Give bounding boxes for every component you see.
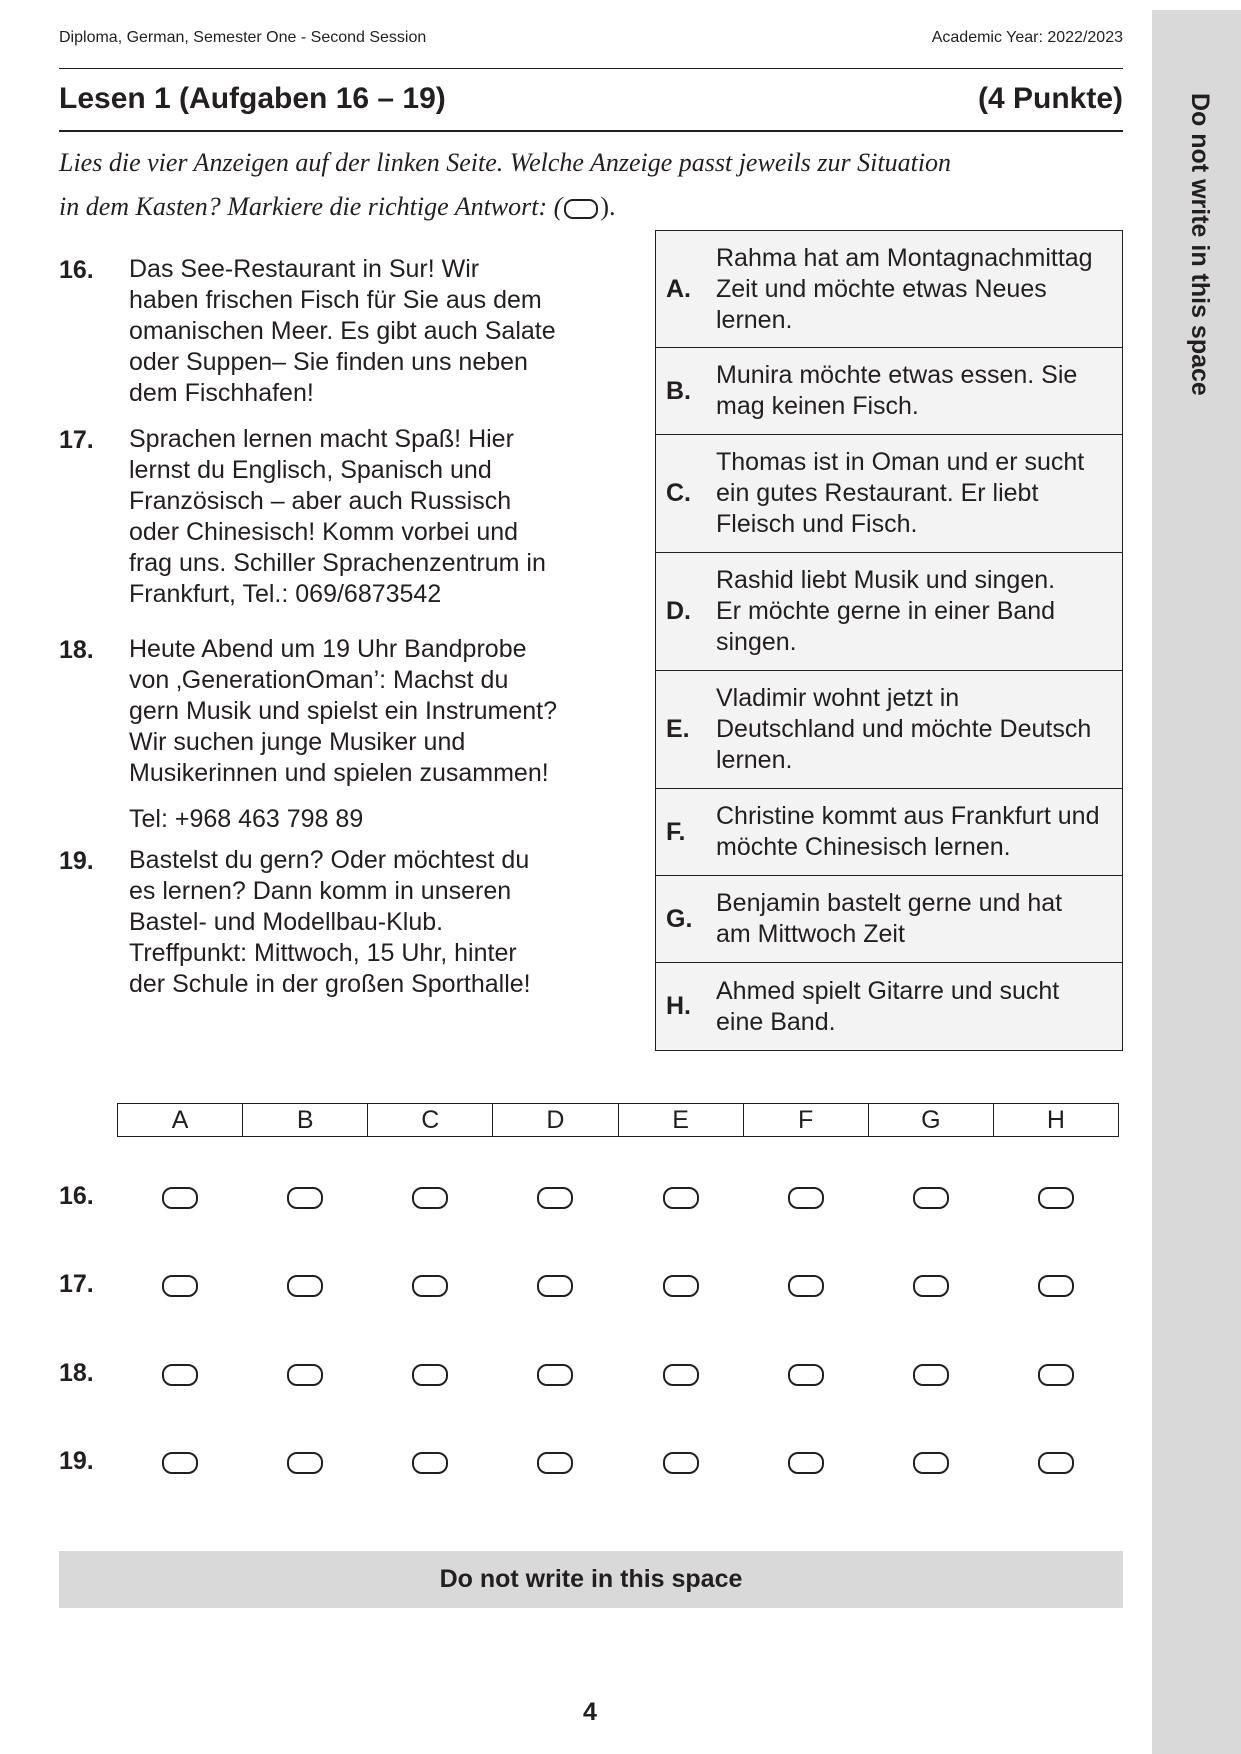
answer-bubble-19-g[interactable]: [913, 1452, 949, 1474]
answer-bubble-16-e[interactable]: [663, 1187, 699, 1209]
no-write-label: Do not write in this space: [439, 1565, 743, 1593]
answer-row-number: 19.: [59, 1447, 94, 1475]
answer-bubbles: [117, 1178, 1119, 1218]
situation-text: Ahmed spielt Gitarre und sucht eine Band.: [716, 976, 1060, 1036]
answer-grid-header: [117, 1103, 1119, 1137]
answer-row-17: [59, 1266, 1119, 1306]
ad-text: Bastelst du gern? Oder möchtest du es lernen? Dann komm in unseren Bastel- und Modellbau-Klub. Treffpunkt: Mittwoch, 15 Uhr, hinter der Schule in der großen Sporthalle!: [129, 846, 531, 998]
answer-bubbles: [117, 1355, 1119, 1395]
answer-bubble-17-f[interactable]: [788, 1275, 824, 1297]
situation-text: Christine kommt aus Frankfurt und möchte Chinesisch lernen.: [716, 802, 1100, 861]
ad-phone: Tel: +968 463 798 89: [129, 805, 364, 833]
answer-bubble-17-e[interactable]: [663, 1275, 699, 1297]
answer-row-number: 17.: [59, 1270, 94, 1298]
answer-row-19: [59, 1443, 1119, 1483]
answer-bubble-17-a[interactable]: [162, 1275, 198, 1297]
section-title: Lesen 1 (Aufgaben 16 – 19): [59, 82, 446, 115]
situation-text: Munira möchte etwas essen. Sie mag keinen Fisch.: [716, 361, 1078, 420]
answer-bubble-19-h[interactable]: [1038, 1452, 1074, 1474]
header-course-info: Diploma, German, Semester One - Second Session: [59, 29, 427, 46]
answer-bubble-17-b[interactable]: [287, 1275, 323, 1297]
ad-text: Heute Abend um 19 Uhr Bandprobe von ‚GenerationOman’: Machst du gern Musik und spielst ein Instrument? Wir suchen junge Musiker und Musikerinnen und spielen zusammen!: [129, 635, 557, 787]
situation-text: Rashid liebt Musik und singen. Er möchte gerne in einer Band singen.: [716, 566, 1056, 656]
instruction-line-1: Lies die vier Anzeigen auf der linken Seite. Welche Anzeige passt jeweils zur Situation: [59, 148, 952, 177]
answer-row-18: [59, 1355, 1119, 1395]
ad-number: 18.: [59, 636, 94, 664]
answer-bubble-17-c[interactable]: [412, 1275, 448, 1297]
situation-row-h: [656, 963, 1122, 1050]
answer-column-b: B: [243, 1104, 368, 1136]
side-margin-label: Do not write in this space: [1186, 93, 1214, 396]
answer-bubble-19-a[interactable]: [162, 1452, 198, 1474]
answer-bubble-18-c[interactable]: [412, 1364, 448, 1386]
situation-letter: B.: [666, 376, 691, 405]
no-write-bar: [59, 1551, 1123, 1608]
section-points: (4 Punkte): [977, 82, 1123, 115]
answer-bubble-16-b[interactable]: [287, 1187, 323, 1209]
situations-table: [655, 230, 1123, 1051]
answer-bubble-16-c[interactable]: [412, 1187, 448, 1209]
ad-19: [59, 845, 599, 1005]
ad-text: Sprachen lernen macht Spaß! Hier lernst du Englisch, Spanisch und Französisch – aber auch Russisch oder Chinesisch! Komm vorbei und frag uns. Schiller Sprachenzentrum in Frankfurt, Tel.: 069/6873542: [129, 425, 546, 608]
answer-bubble-19-c[interactable]: [412, 1452, 448, 1474]
situation-letter: E.: [666, 715, 690, 743]
answer-oval-icon: [564, 199, 598, 219]
answer-bubbles: [117, 1266, 1119, 1306]
instruction-line-2: [59, 192, 1059, 222]
situation-row-c: [656, 435, 1122, 553]
ad-text: Das See-Restaurant in Sur! Wir haben frischen Fisch für Sie aus dem omanischen Meer. Es gibt auch Salate oder Suppen– Sie finden uns neben dem Fischhafen!: [129, 255, 556, 407]
ad-16: [59, 254, 599, 414]
situation-text: Thomas ist in Oman und er sucht ein gutes Restaurant. Er liebt Fleisch und Fisch.: [716, 448, 1085, 538]
answer-bubble-19-b[interactable]: [287, 1452, 323, 1474]
answer-column-g: G: [869, 1104, 994, 1136]
situation-text: Rahma hat am Montagnachmittag Zeit und möchte etwas Neues lernen.: [716, 243, 1093, 334]
answer-bubble-18-d[interactable]: [537, 1364, 573, 1386]
ad-number: 19.: [59, 847, 94, 875]
answer-bubble-18-a[interactable]: [162, 1364, 198, 1386]
answer-bubble-18-e[interactable]: [663, 1364, 699, 1386]
header-academic-year: Academic Year: 2022/2023: [931, 29, 1123, 46]
answer-column-e: E: [619, 1104, 744, 1136]
answer-bubble-16-g[interactable]: [913, 1187, 949, 1209]
ad-17: [59, 424, 599, 614]
answer-bubbles: [117, 1443, 1119, 1483]
answer-column-h: H: [1046, 1106, 1065, 1134]
answer-bubble-19-e[interactable]: [663, 1452, 699, 1474]
answer-column-c: C: [368, 1104, 493, 1136]
answer-row-number: 16.: [59, 1182, 94, 1210]
situation-letter: A.: [666, 274, 691, 303]
situation-row-e: [656, 671, 1122, 789]
instruction-line-2-text: in dem Kasten? Markiere die richtige Antwort: (: [59, 192, 563, 221]
situation-text: Benjamin bastelt gerne und hat am Mittwoch Zeit: [716, 889, 1063, 948]
situation-letter: G.: [666, 904, 693, 933]
ad-number: 17.: [59, 426, 94, 454]
answer-bubble-18-g[interactable]: [913, 1364, 949, 1386]
answer-bubble-18-b[interactable]: [287, 1364, 323, 1386]
answer-bubble-18-f[interactable]: [788, 1364, 824, 1386]
situation-letter: D.: [666, 597, 691, 625]
answer-bubble-17-d[interactable]: [537, 1275, 573, 1297]
situation-letter: F.: [666, 817, 686, 846]
answer-bubble-18-h[interactable]: [1038, 1364, 1074, 1386]
situation-text: Vladimir wohnt jetzt in Deutschland und möchte Deutsch lernen.: [716, 684, 1092, 774]
situation-letter: H.: [666, 992, 691, 1020]
answer-column-d: D: [493, 1104, 618, 1136]
situation-row-d: [656, 553, 1122, 671]
answer-bubble-17-g[interactable]: [913, 1275, 949, 1297]
page-number: 4: [583, 1698, 597, 1726]
answer-bubble-16-h[interactable]: [1038, 1187, 1074, 1209]
answer-bubble-19-d[interactable]: [537, 1452, 573, 1474]
answer-bubble-19-f[interactable]: [788, 1452, 824, 1474]
header-divider: [59, 68, 1123, 69]
answer-bubble-16-f[interactable]: [788, 1187, 824, 1209]
answer-bubble-17-h[interactable]: [1038, 1275, 1074, 1297]
situation-row-g: [656, 876, 1122, 963]
ad-18: [59, 634, 599, 834]
section-divider: [59, 130, 1123, 132]
answer-column-f: F: [744, 1104, 869, 1136]
instruction-line-2-end: ).: [600, 192, 616, 221]
answer-row-16: [59, 1178, 1119, 1218]
answer-row-number: 18.: [59, 1359, 94, 1387]
situation-row-f: [656, 789, 1122, 876]
ad-number: 16.: [59, 256, 94, 284]
side-margin: [1152, 10, 1241, 430]
situation-letter: C.: [666, 479, 691, 507]
answer-bubble-16-a[interactable]: [162, 1187, 198, 1209]
answer-column-a: A: [118, 1104, 243, 1136]
situation-row-b: [656, 348, 1122, 435]
situation-row-a: [656, 231, 1122, 348]
answer-bubble-16-d[interactable]: [537, 1187, 573, 1209]
